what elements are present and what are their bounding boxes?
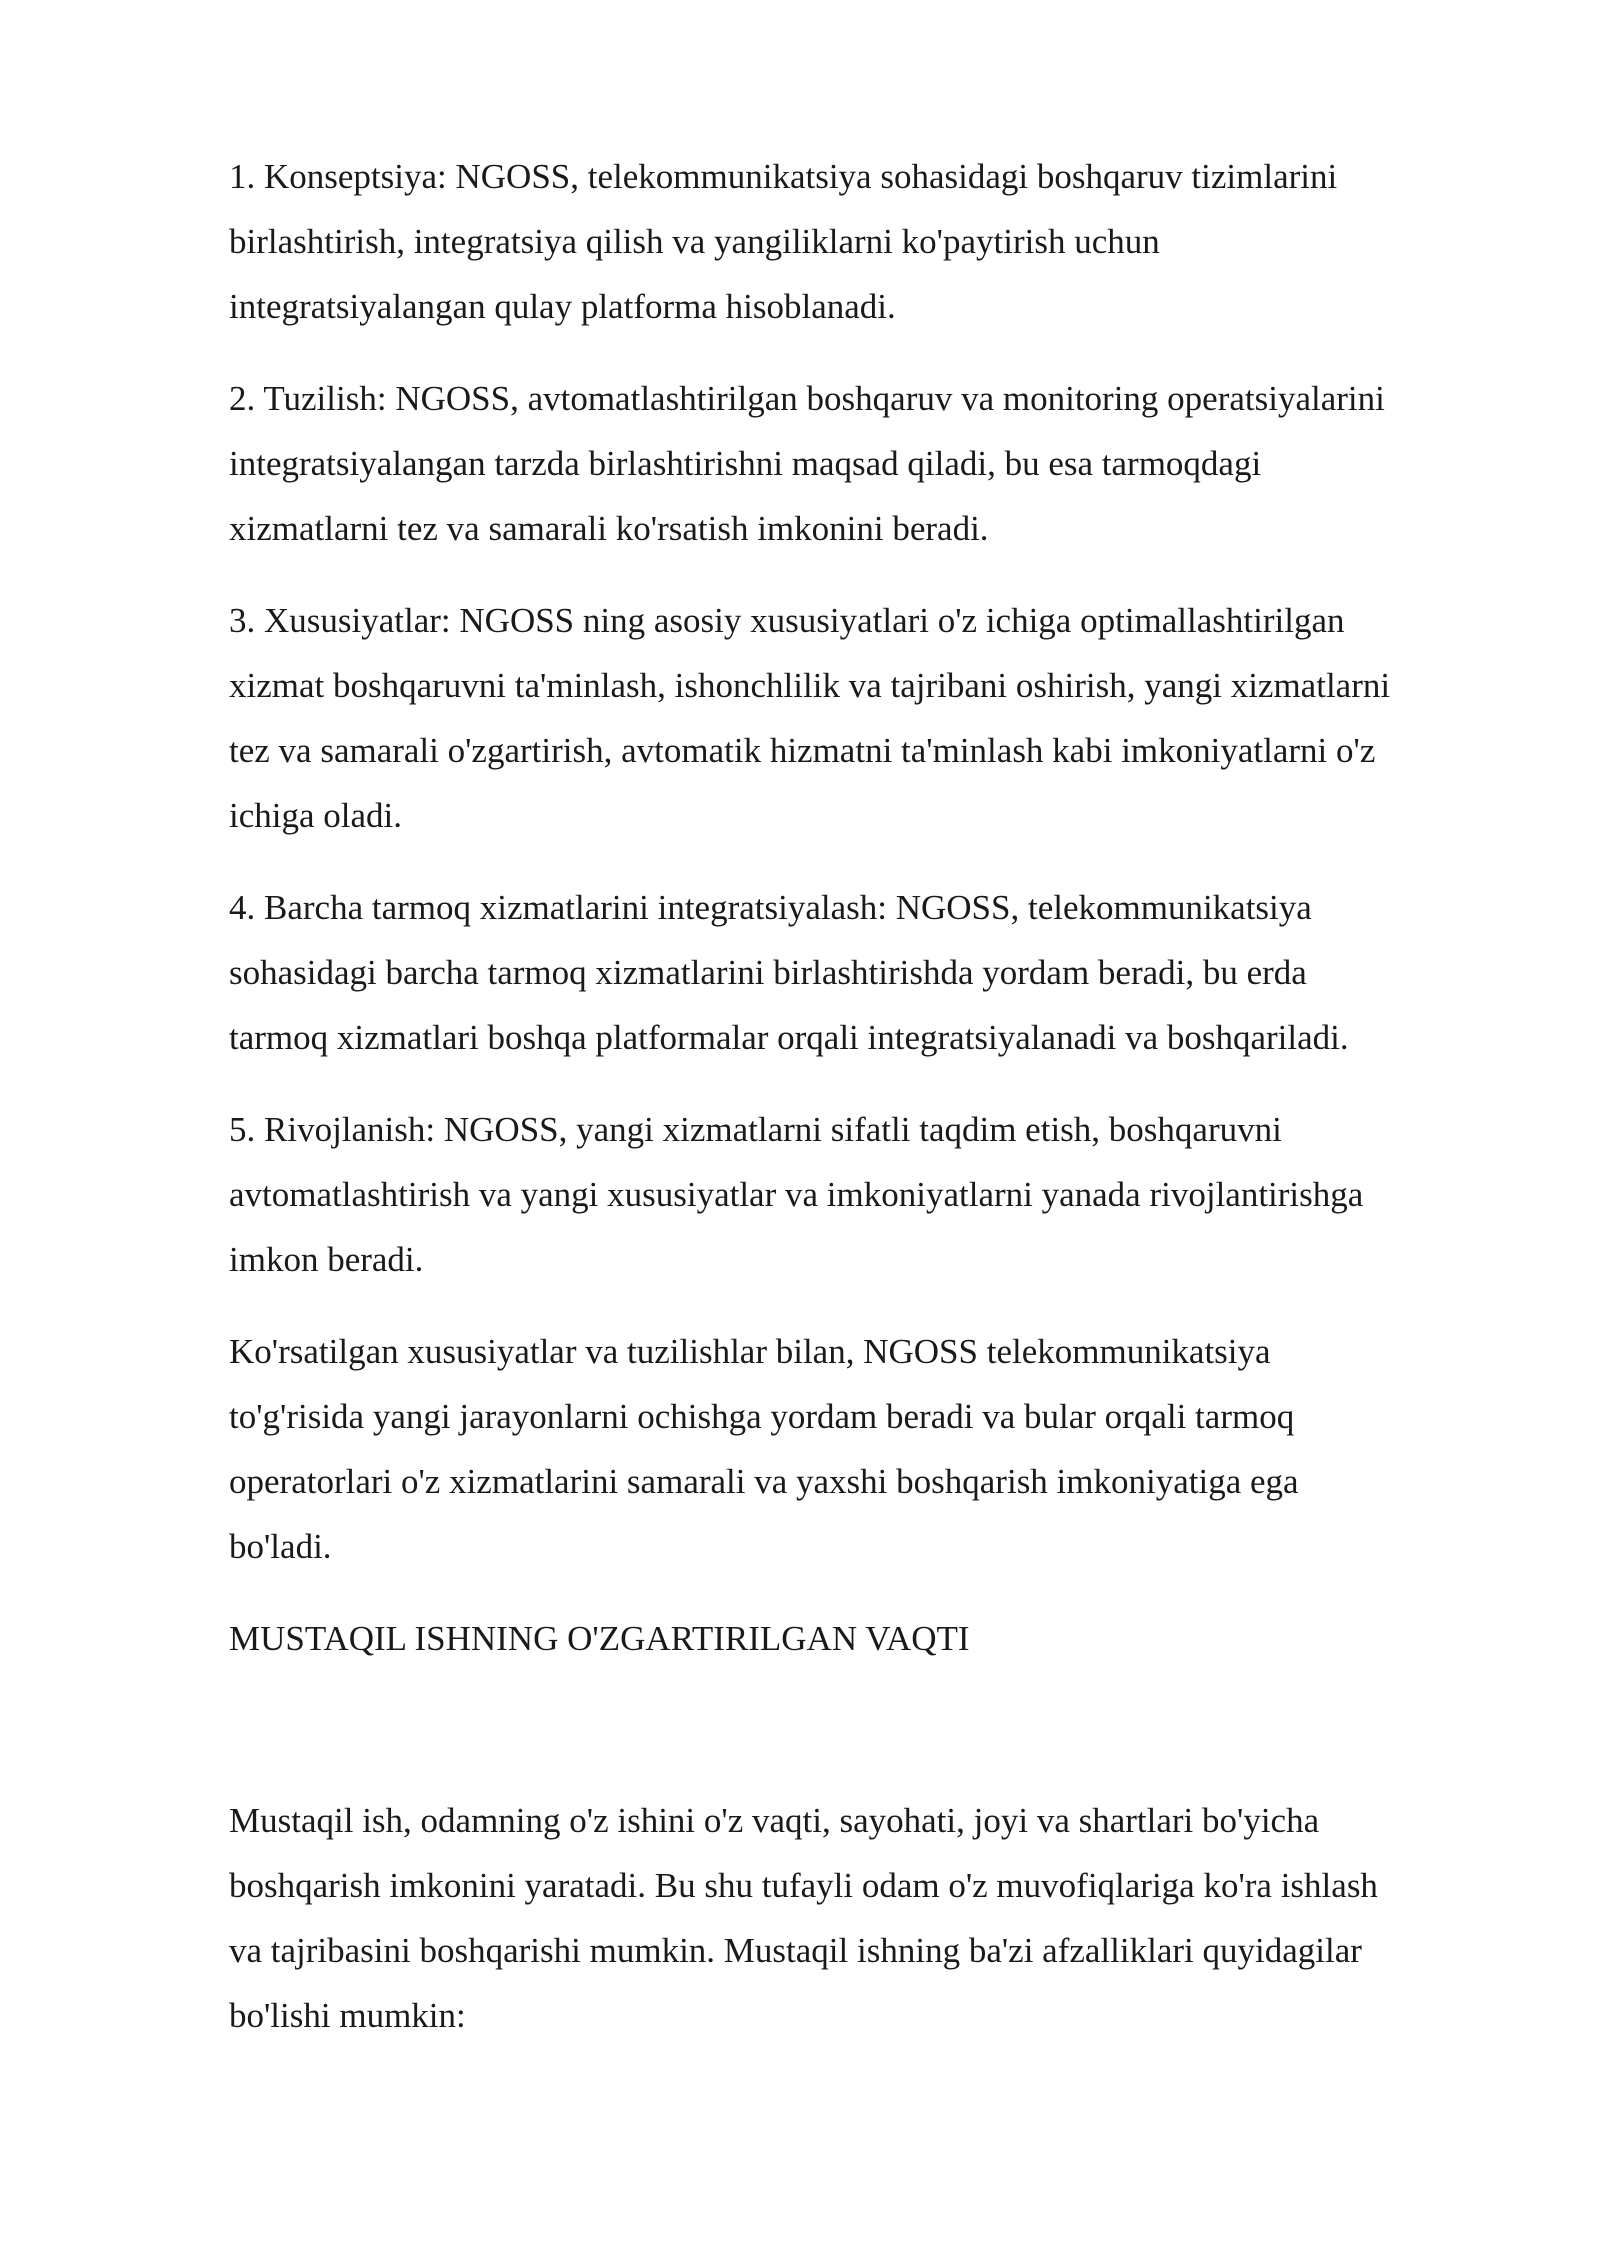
text-line: 4. Barcha tarmoq xizmatlarini integratsiyalash: NGOSS, telekommunikatsiya bbox=[229, 888, 1312, 927]
text-line: to'g'risida yangi jarayonlarni ochishga yordam beradi va bular orqali tarmoq bbox=[229, 1397, 1295, 1436]
text-line: ichiga oladi. bbox=[229, 796, 403, 835]
text-line: Mustaqil ish, odamning o'z ishini o'z vaqti, sayohati, joyi va shartlari bo'yicha bbox=[229, 1801, 1320, 1840]
text-line: birlashtirish, integratsiya qilish va yangiliklarni ko'paytirish uchun bbox=[229, 222, 1160, 261]
paragraph-konseptsiya bbox=[229, 144, 1529, 339]
text-line: 3. Xususiyatlar: NGOSS ning asosiy xususiyatlari o'z ichiga optimallashtirilgan bbox=[229, 601, 1345, 640]
text-line: 1. Konseptsiya: NGOSS, telekommunikatsiya sohasidagi boshqaruv tizimlarini bbox=[229, 157, 1338, 196]
text-line: 2. Tuzilish: NGOSS, avtomatlashtirilgan boshqaruv va monitoring operatsiyalarini bbox=[229, 379, 1385, 418]
text-line: Ko'rsatilgan xususiyatlar va tuzilishlar bilan, NGOSS telekommunikatsiya bbox=[229, 1332, 1271, 1371]
paragraph-rivojlanish bbox=[229, 1097, 1529, 1292]
text-line: integratsiyalangan qulay platforma hisoblanadi. bbox=[229, 287, 896, 326]
paragraph-xususiyatlar bbox=[229, 588, 1529, 848]
text-line: boshqarish imkonini yaratadi. Bu shu tufayli odam o'z muvofiqlariga ko'ra ishlash bbox=[229, 1866, 1378, 1905]
paragraph-integratsiyalash bbox=[229, 875, 1529, 1070]
blank-space bbox=[229, 1671, 1529, 1788]
text-line: imkon beradi. bbox=[229, 1240, 424, 1279]
text-line: tarmoq xizmatlari boshqa platformalar orqali integratsiyalanadi va boshqariladi. bbox=[229, 1018, 1349, 1057]
paragraph-summary bbox=[229, 1319, 1529, 1579]
text-line: xizmat boshqaruvni ta'minlash, ishonchlilik va tajribani oshirish, yangi xizmatlarni bbox=[229, 666, 1391, 705]
text-line: bo'ladi. bbox=[229, 1527, 332, 1566]
text-line: operatorlari o'z xizmatlarini samarali va yaxshi boshqarish imkoniyatiga ega bbox=[229, 1462, 1299, 1501]
paragraph-tuzilish bbox=[229, 366, 1529, 561]
text-line: avtomatlashtirish va yangi xususiyatlar va imkoniyatlarni yanada rivojlantirishga bbox=[229, 1175, 1364, 1214]
section-heading: MUSTAQIL ISHNING O'ZGARTIRILGAN VAQTI bbox=[229, 1619, 970, 1658]
text-line: integratsiyalangan tarzda birlashtirishni maqsad qiladi, bu esa tarmoqdagi bbox=[229, 444, 1262, 483]
paragraph-mustaqil-ish bbox=[229, 1788, 1529, 2048]
document-body bbox=[229, 144, 1529, 2075]
text-line: tez va samarali o'zgartirish, avtomatik hizmatni ta'minlash kabi imkoniyatlarni o'z bbox=[229, 731, 1376, 770]
text-line: 5. Rivojlanish: NGOSS, yangi xizmatlarni sifatli taqdim etish, boshqaruvni bbox=[229, 1110, 1282, 1149]
text-line: xizmatlarni tez va samarali ko'rsatish imkonini beradi. bbox=[229, 509, 989, 548]
text-line: sohasidagi barcha tarmoq xizmatlarini birlashtirishda yordam beradi, bu erda bbox=[229, 953, 1307, 992]
text-line: bo'lishi mumkin: bbox=[229, 1996, 466, 2035]
text-line: va tajribasini boshqarishi mumkin. Mustaqil ishning ba'zi afzalliklari quyidagilar bbox=[229, 1931, 1362, 1970]
